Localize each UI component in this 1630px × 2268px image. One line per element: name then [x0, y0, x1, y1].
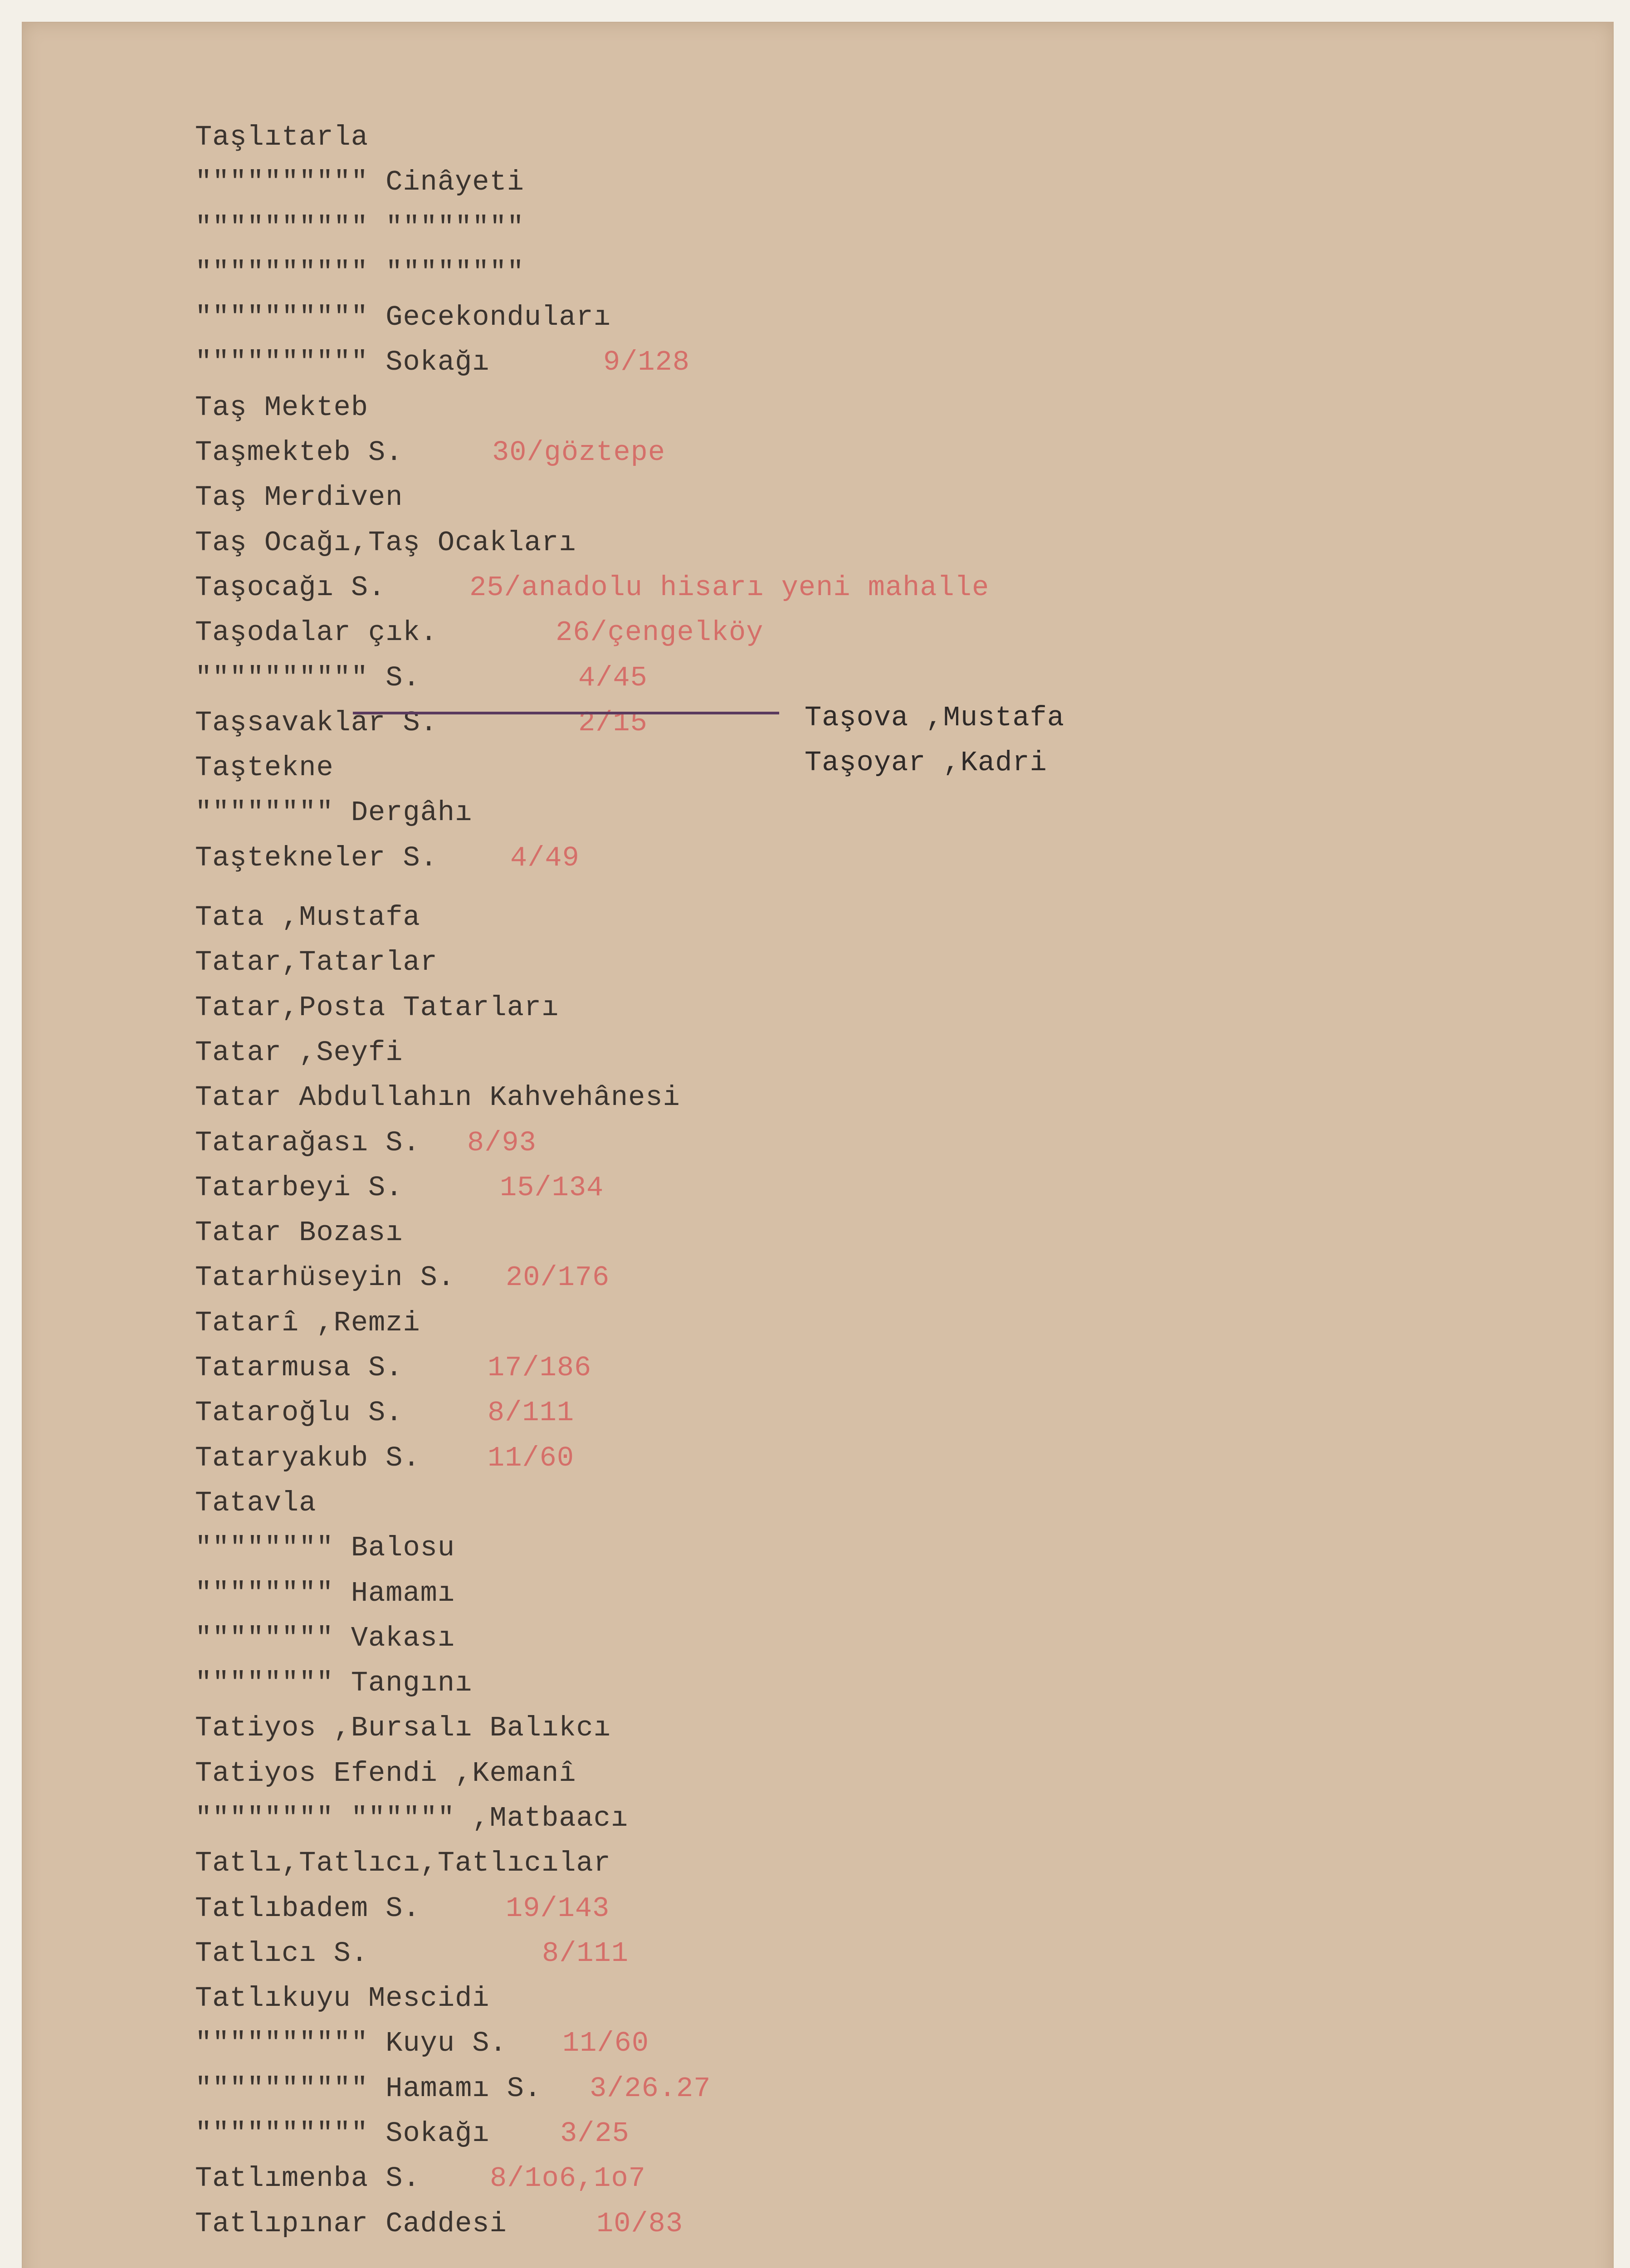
entry-row — [195, 565, 1238, 610]
entry-reference: 11/60 — [488, 1442, 575, 1474]
entry-row — [195, 385, 1238, 430]
entry-row — [195, 700, 1238, 745]
entry-reference: 15/134 — [500, 1171, 604, 1204]
entry-row — [195, 340, 1238, 385]
entry-term: Taştekneler S. — [195, 841, 438, 874]
entry-row — [195, 1841, 1238, 1886]
entry-row — [195, 1120, 1238, 1165]
entry-term: """""""""" S. — [195, 661, 420, 694]
entry-reference: 8/93 — [467, 1126, 537, 1159]
entry-term: """""""" Balosu — [195, 1532, 455, 1564]
entry-row — [195, 1976, 1238, 2021]
entry-row — [195, 895, 1238, 940]
entry-term: """""""" Tangını — [195, 1667, 473, 1700]
entry-term: Tatar,Tatarlar — [195, 946, 438, 979]
entry-reference: 4/45 — [578, 661, 648, 694]
entry-term: """""""" Hamamı — [195, 1577, 455, 1609]
entry-term: Tatarbeyi S. — [195, 1171, 403, 1204]
entry-row — [195, 1661, 1238, 1706]
entry-row — [195, 1796, 1238, 1841]
entry-term: """""""""" Sokağı — [195, 346, 490, 379]
entry-row — [195, 1525, 1238, 1570]
entry-row — [195, 1571, 1238, 1616]
entry-term: Taş Merdiven — [195, 481, 403, 514]
entry-row — [195, 836, 1238, 880]
entry-term: Tatlı,Tatlıcı,Tatlıcılar — [195, 1847, 611, 1880]
entry-term: Taştekne — [195, 752, 334, 784]
entry-reference: 3/26.27 — [590, 2072, 711, 2105]
entry-reference: 30/göztepe — [492, 436, 666, 469]
entry-term: Tatarmusa S. — [195, 1352, 403, 1384]
entry-row — [195, 1165, 1238, 1210]
entry-row — [195, 250, 1238, 295]
entry-row — [195, 1751, 1238, 1796]
entry-row — [195, 1616, 1238, 1661]
entry-term: """""""""" Sokağı — [195, 2117, 490, 2150]
entry-row — [195, 1436, 1238, 1481]
entry-row — [195, 1075, 1238, 1120]
entry-row — [195, 205, 1238, 250]
side-note: Taşoyar ,Kadri — [805, 747, 1047, 779]
strike-through-line — [353, 712, 779, 714]
entry-term: Tatar Abdullahın Kahvehânesi — [195, 1081, 680, 1114]
entry-term: Tatlımenba S. — [195, 2162, 420, 2195]
entry-reference: 10/83 — [596, 2207, 683, 2240]
entry-term: Tatar ,Seyfi — [195, 1036, 403, 1069]
entry-row — [195, 160, 1238, 205]
entry-term: """""""" """""" ,Matbaacı — [195, 1802, 629, 1834]
entry-row — [195, 655, 1238, 700]
entry-term: """""""""" Hamamı S. — [195, 2072, 542, 2105]
entry-reference: 3/25 — [560, 2117, 630, 2150]
entry-row — [195, 610, 1238, 655]
entry-row — [195, 1030, 1238, 1075]
entry-row — [195, 475, 1238, 520]
entry-row — [195, 115, 1238, 160]
entry-reference: 9/128 — [603, 346, 690, 379]
entry-reference: 2/15 — [578, 706, 648, 739]
entry-row — [195, 745, 1238, 790]
entry-row — [195, 2111, 1238, 2156]
entry-term: Tatarhüseyin S. — [195, 1261, 455, 1294]
entry-row — [195, 940, 1238, 985]
entry-row — [195, 1390, 1238, 1435]
entry-row — [195, 520, 1238, 565]
entry-term: Tatlıbadem S. — [195, 1892, 420, 1925]
entry-term: Tatavla — [195, 1486, 317, 1519]
entry-row — [195, 1481, 1238, 1525]
entry-row — [195, 430, 1238, 475]
entry-row — [195, 2156, 1238, 2201]
entry-term: Tatlıkuyu Mescidi — [195, 1982, 490, 2015]
entry-reference: 8/111 — [488, 1397, 575, 1429]
entry-reference: 20/176 — [506, 1261, 610, 1294]
entry-term: Tata ,Mustafa — [195, 901, 420, 934]
entry-row — [195, 1886, 1238, 1931]
entry-row — [195, 790, 1238, 835]
entry-term: """""""""" Cinâyeti — [195, 166, 524, 199]
entry-row — [195, 1255, 1238, 1300]
entry-term: Taşlıtarla — [195, 121, 369, 153]
entry-term: Taş Mekteb — [195, 391, 369, 424]
entry-term: Taşsavaklar S. — [195, 706, 438, 739]
entry-term: Tatar Bozası — [195, 1217, 403, 1249]
entry-row — [195, 2021, 1238, 2066]
entry-term: Taşodalar çık. — [195, 616, 438, 649]
entry-term: """""""" Vakası — [195, 1622, 455, 1654]
entry-term: Tatiyos Efendi ,Kemanî — [195, 1757, 576, 1789]
entry-row — [195, 1210, 1238, 1255]
entry-term: Tataryakub S. — [195, 1442, 420, 1474]
entry-row — [195, 1706, 1238, 1750]
entry-reference: 8/1o6,1o7 — [490, 2162, 646, 2195]
side-note: Taşova ,Mustafa — [805, 702, 1065, 734]
entry-row — [195, 2201, 1238, 2246]
entry-reference: 4/49 — [510, 841, 580, 874]
entry-row — [195, 295, 1238, 340]
entry-term: Tatarağası S. — [195, 1126, 420, 1159]
entry-row — [195, 1931, 1238, 1976]
entry-reference: 8/111 — [542, 1937, 629, 1970]
entry-reference: 19/143 — [506, 1892, 610, 1925]
entry-term: """""""""" Kuyu S. — [195, 2027, 507, 2060]
entry-reference: 17/186 — [488, 1352, 592, 1384]
entry-reference: 26/çengelköy — [556, 616, 764, 649]
entry-row — [195, 1300, 1238, 1345]
entry-term: Taşocağı S. — [195, 571, 386, 604]
entry-reference: 25/anadolu hisarı yeni mahalle — [469, 571, 990, 604]
entry-list — [195, 115, 1238, 2246]
entry-term: Tatarî ,Remzi — [195, 1306, 420, 1339]
entry-term: Taş Ocağı,Taş Ocakları — [195, 526, 576, 559]
entry-term: Tatiyos ,Bursalı Balıkcı — [195, 1712, 611, 1745]
entry-term: """""""" Dergâhı — [195, 797, 473, 829]
entry-term: Tatar,Posta Tatarları — [195, 991, 559, 1024]
entry-term: Tataroğlu S. — [195, 1397, 403, 1429]
entry-row — [195, 985, 1238, 1030]
entry-term: """""""""" """""""" — [195, 256, 524, 288]
entry-row — [195, 2066, 1238, 2111]
entry-term: Tatlıcı S. — [195, 1937, 369, 1970]
entry-term: Tatlıpınar Caddesi — [195, 2207, 507, 2240]
entry-row — [195, 1345, 1238, 1390]
side-notes — [805, 695, 1064, 786]
entry-reference: 11/60 — [562, 2027, 649, 2060]
entry-term: """""""""" """""""" — [195, 211, 524, 244]
card-page — [22, 22, 1614, 2268]
entry-term: """""""""" Gecekonduları — [195, 301, 611, 334]
entry-term: Taşmekteb S. — [195, 436, 403, 469]
